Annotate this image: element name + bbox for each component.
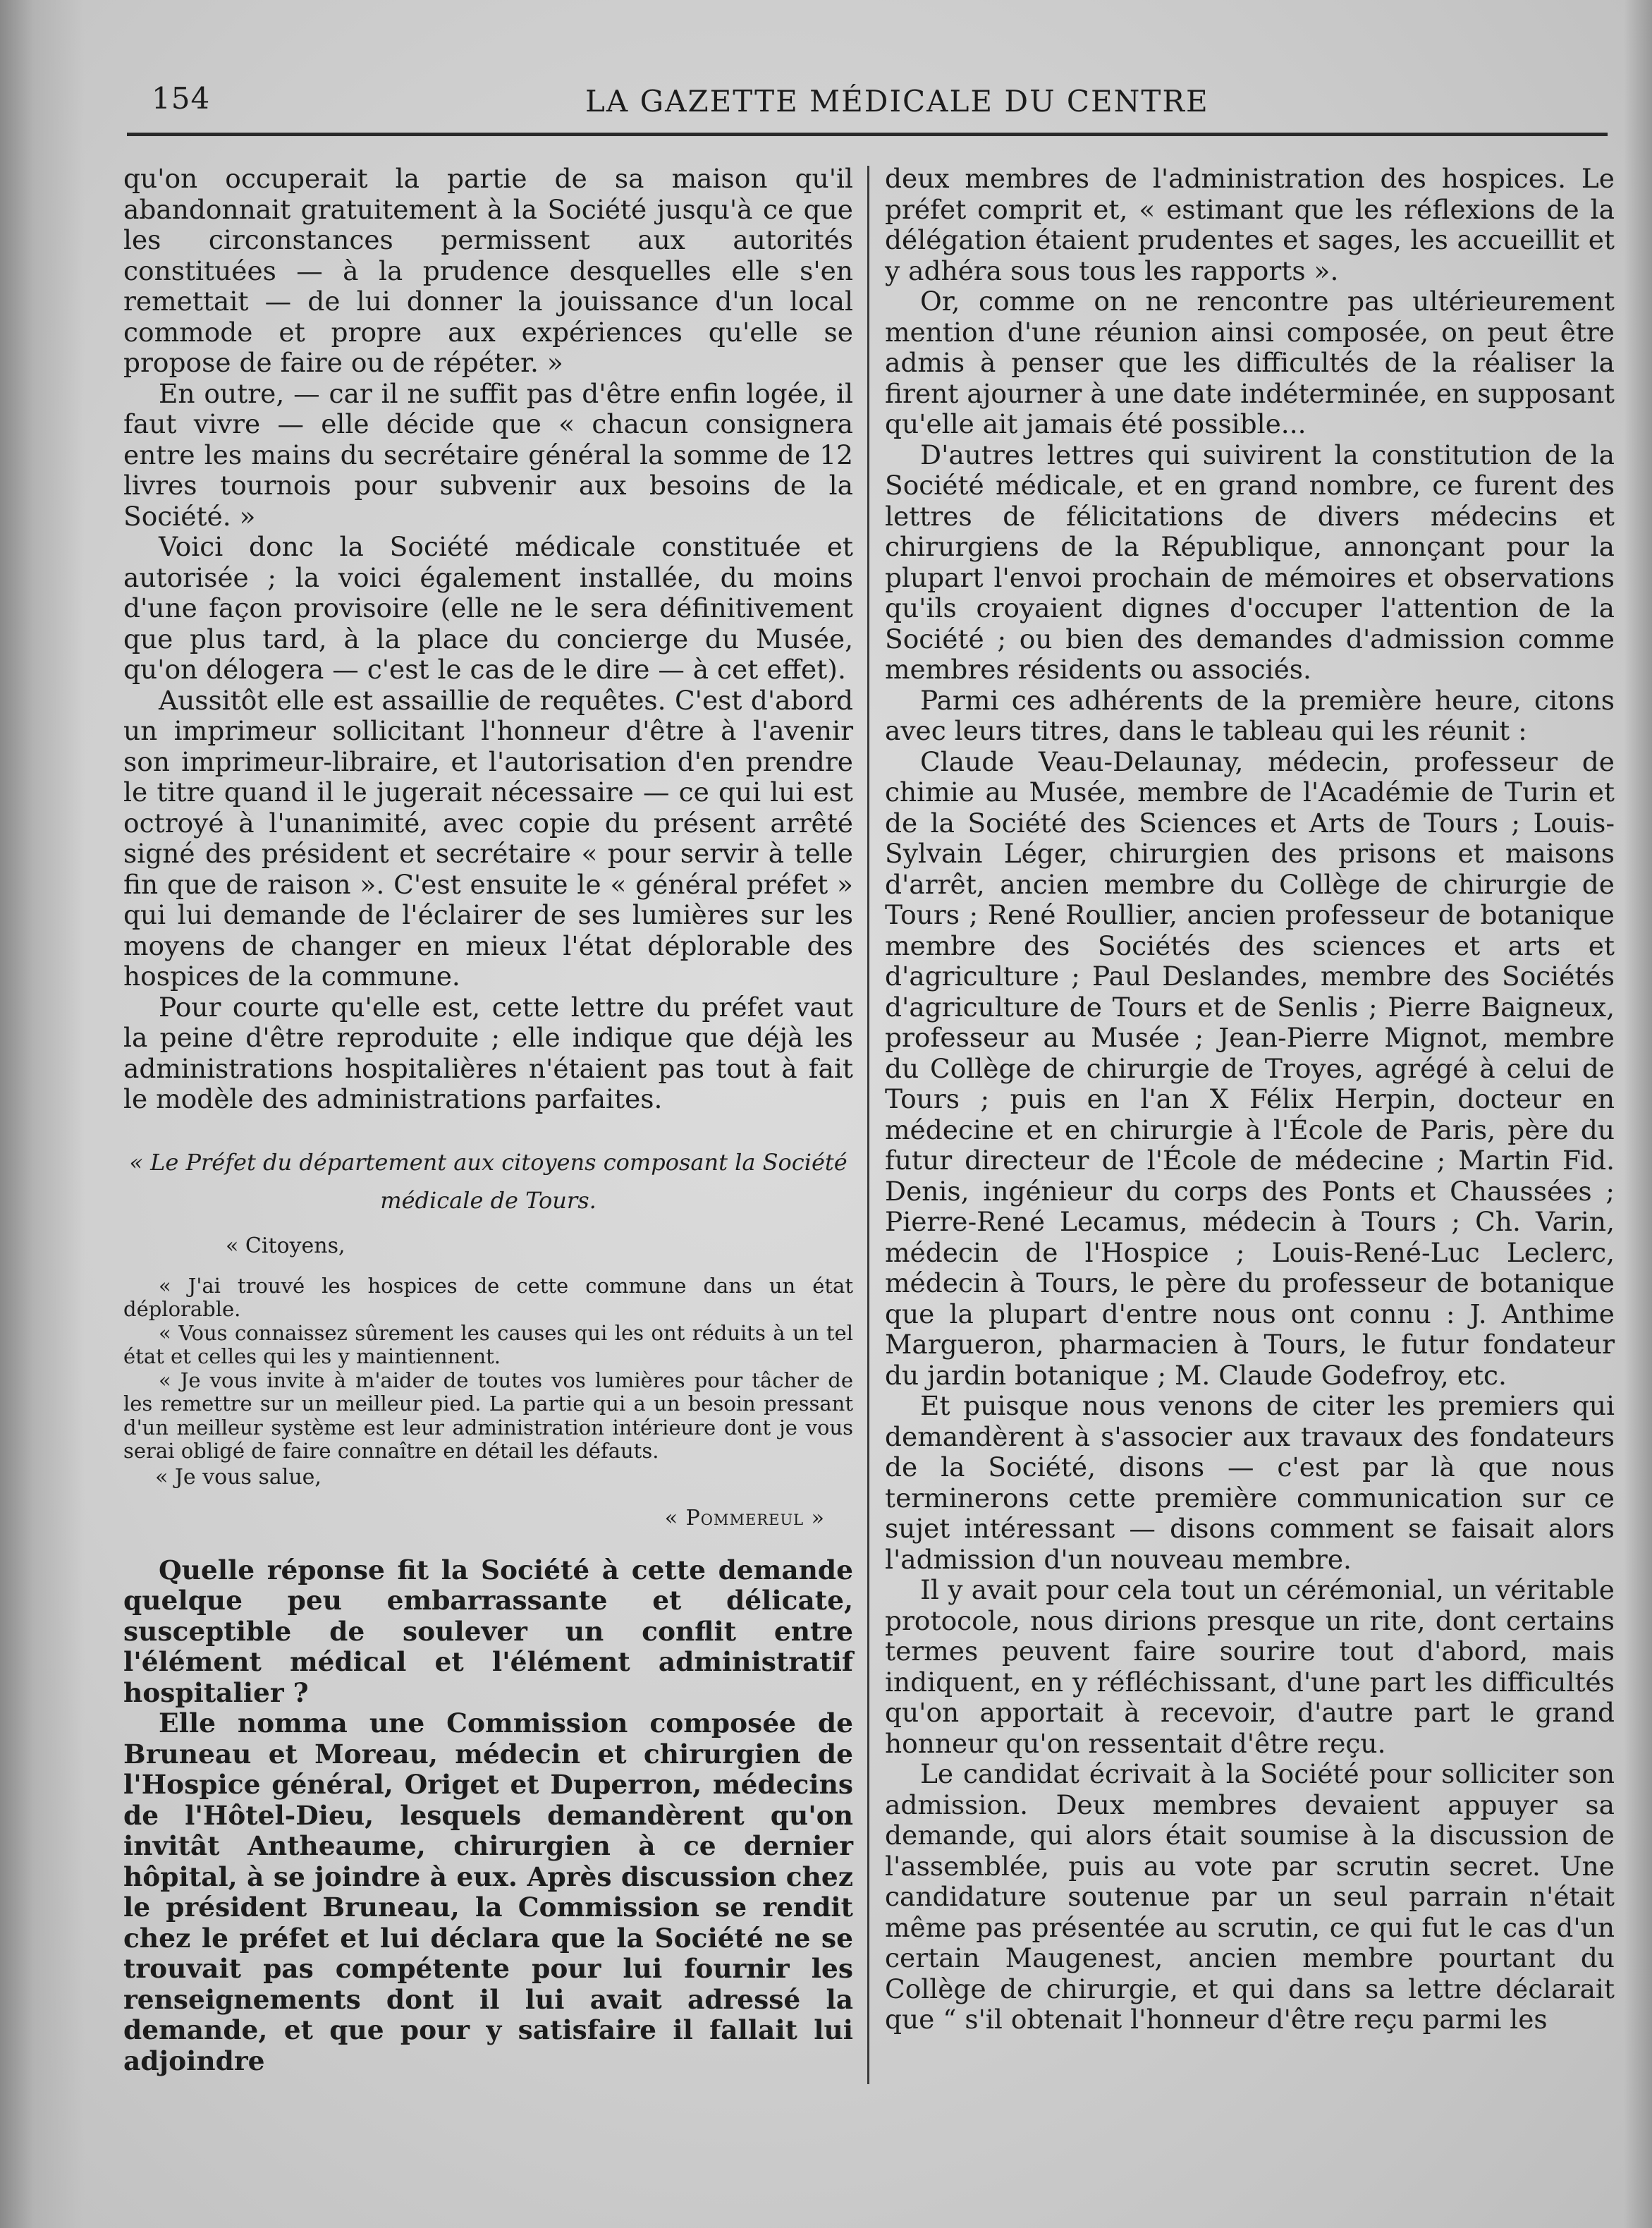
paragraph: Or, comme on ne rencontre pas ultérieurement mention d'une réunion ainsi composée, on peut être admis à penser que les difficultés de la réaliser la firent ajourner à une date indéterminée, en supposant qu'elle ait jamais été possible... [885,286,1615,439]
prefect-letter [123,1143,853,1533]
right-column [885,164,1615,2035]
page-shadow-left [0,0,85,2228]
column-divider [867,166,869,2084]
paragraph: Et puisque nous venons de citer les premiers qui demandèrent à s'associer aux travaux des fondateurs de la Société, disons — c'est par là que nous terminerons cette première communication sur ce sujet intéressant — disons comment se faisait alors l'admission d'un nouveau membre. [885,1390,1615,1575]
letter-salutation: « Citoyens, [226,1233,345,1258]
letter-paragraph: « Je vous invite à m'aider de toutes vos lumières pour tâcher de les remettre sur un meilleur pied. La partie qui a un besoin pressant d'un meilleur système est leur administration intérieure dont je vous serai obligé de faire connaître en détail les défauts. [123,1368,853,1463]
header-rule [127,133,1608,136]
paragraph: Aussitôt elle est assaillie de requêtes. C'est d'abord un imprimeur sollicitant l'honneur d'être à l'avenir son imprimeur-libraire, et l'autorisation d'en prendre le titre quand il le jugerait nécessaire — ce qui lui est octroyé à l'unanimité, avec copie du présent arrêté signé des président et secrétaire « pour servir à telle fin que de raison ». C'est ensuite le « général préfet » qui lui demande de l'éclairer de ses lumières sur les moyens de changer en mieux l'état déplorable des hospices de la commune. [123,684,853,992]
paragraph: Il y avait pour cela tout un cérémonial, un véritable protocole, nous dirions presque un rite, dont certains termes peuvent faire sourire tout d'abord, mais indiquent, en y réfléchissant, d'une part les difficultés qu'on apportait à recevoir, d'autre part le grand honneur qu'on ressentait d'être reçu. [885,1574,1615,1759]
paragraph: Voici donc la Société médicale constituée et autorisée ; la voici également installée, du moins d'une façon provisoire (elle ne le sera définitivement que plus tard, à la place du concierge du Musée, qu'on délogera — c'est le cas de le dire — à cet effet). [123,531,853,685]
letter-closing: « Je vous salue, [155,1464,322,1490]
paragraph: Quelle réponse fit la Société à cette demande quelque peu embarrassante et délicate, susceptible de soulever un conflit entre l'élément médical et l'élément administratif hospitalier ? [123,1554,853,1708]
paragraph: Pour courte qu'elle est, cette lettre du préfet vaut la peine d'être reproduite ; elle indique que déjà les administrations hospitalières n'étaient pas tout à fait le modèle des administrations parfaites. [123,991,853,1114]
paragraph: En outre, — car il ne suffit pas d'être enfin logée, il faut vivre — elle décide que « chacun consignera entre les mains du secrétaire général la somme de 12 livres tournois pour subvenir aux besoins de la Société. » [123,377,853,532]
letter-heading: « Le Préfet du département aux citoyens composant la Société médicale de Tours. [129,1148,848,1214]
paragraph: Elle nomma une Commission composée de Bruneau et Moreau, médecin et chirurgien de l'Hospice général, Origet et Duperron, médecins de l'Hôtel-Dieu, lesquels demandèrent qu'on invitât Antheaume, chirurgien à ce dernier hôpital, à se joindre à eux. Après discussion chez le président Bruneau, la Commission se rendit chez le préfet et lui déclara que la Société ne se trouvait pas compétente pour lui fournir les renseignements dont il lui avait adressé la demande, et que pour y satisfaire il fallait lui adjoindre [123,1707,853,2076]
page-header [0,81,1652,123]
paragraph: Claude Veau-Delaunay, médecin, professeur de chimie au Musée, membre de l'Académie de Turin et de la Société des Sciences et Arts de Tours ; Louis-Sylvain Léger, chirurgien des prisons et maisons d'arrêt, ancien membre du Collège de chirurgie de Tours ; René Roullier, ancien professeur de botanique membre des Sociétés des sciences et arts et d'agriculture ; Paul Deslandes, membre des Sociétés d'agriculture de Tours et de Senlis ; Pierre Baigneux, professeur au Musée ; Jean-Pierre Mignot, membre du Collège de chirurgie de Troyes, agrégé à celui de Tours ; puis en l'an X Félix Herpin, docteur en médecine et en chirurgie à l'École de Paris, père du futur directeur de l'École de médecine ; Martin Fid. Denis, ingénieur du corps des Ponts et Chaussées ; Pierre-René Lecamus, médecin à Tours ; Ch. Varin, médecin de l'Hospice ; Louis-René-Luc Leclerc, médecin à Tours, le père du professeur de botanique que la plupart d'entre nous ont connu : J. Anthime Margueron, pharmacien à Tours, le futur fondateur du jardin botanique ; M. Claude Godefroy, etc. [885,745,1615,1391]
left-column [123,164,853,2076]
paragraph: qu'on occuperait la partie de sa maison qu'il abandonnait gratuitement à la Société jusqu'à ce que les circonstances permissent aux autorités constituées — à la prudence desquelles elle s'en remettait — de lui donner la jouissance d'un local commode et propre aux expériences qu'elle se propose de faire ou de répéter. » [123,163,853,378]
paragraph: D'autres lettres qui suivirent la constitution de la Société médicale, et en grand nombre, ce furent des lettres de félicitations de divers médecins et chirurgiens de la République, annonçant pour la plupart l'envoi prochain de mémoires et observations qu'ils croyaient dignes d'occuper l'attention de la Société ; ou bien des demandes d'admission comme membres résidents ou associés. [885,439,1615,685]
page-shadow-right [1624,0,1652,2228]
letter-paragraph: « Vous connaissez sûrement les causes qui les ont réduits à un tel état et celles qui les y maintiennent. [123,1320,853,1368]
page-number: 154 [152,81,211,116]
paragraph: Le candidat écrivait à la Société pour solliciter son admission. Deux membres devaient appuyer sa demande, qui alors était soumise à la discussion de l'assemblée, puis au vote par scrutin secret. Une candidature soutenue par un seul parrain n'était même pas présentée au scrutin, ce qui fut le cas d'un certain Maugenest, ancien membre pourtant du Collège de chirurgie, et qui dans sa lettre déclarait que “ s'il obtenait l'honneur d'être reçu parmi les [885,1758,1615,2035]
paragraph: Parmi ces adhérents de la première heure, citons avec leurs titres, dans le tableau qui les réunit : [885,684,1615,746]
letter-paragraph: « J'ai trouvé les hospices de cette commune dans un état déplorable. [123,1273,853,1321]
running-title: LA GAZETTE MÉDICALE DU CENTRE [585,84,1209,118]
letter-signature: « Pommereul » [664,1505,825,1530]
paragraph: deux membres de l'administration des hospices. Le préfet comprit et, « estimant que les réflexions de la délégation étaient prudentes et sages, les accueillit et y adhéra sous tous les rapports ». [885,163,1615,286]
